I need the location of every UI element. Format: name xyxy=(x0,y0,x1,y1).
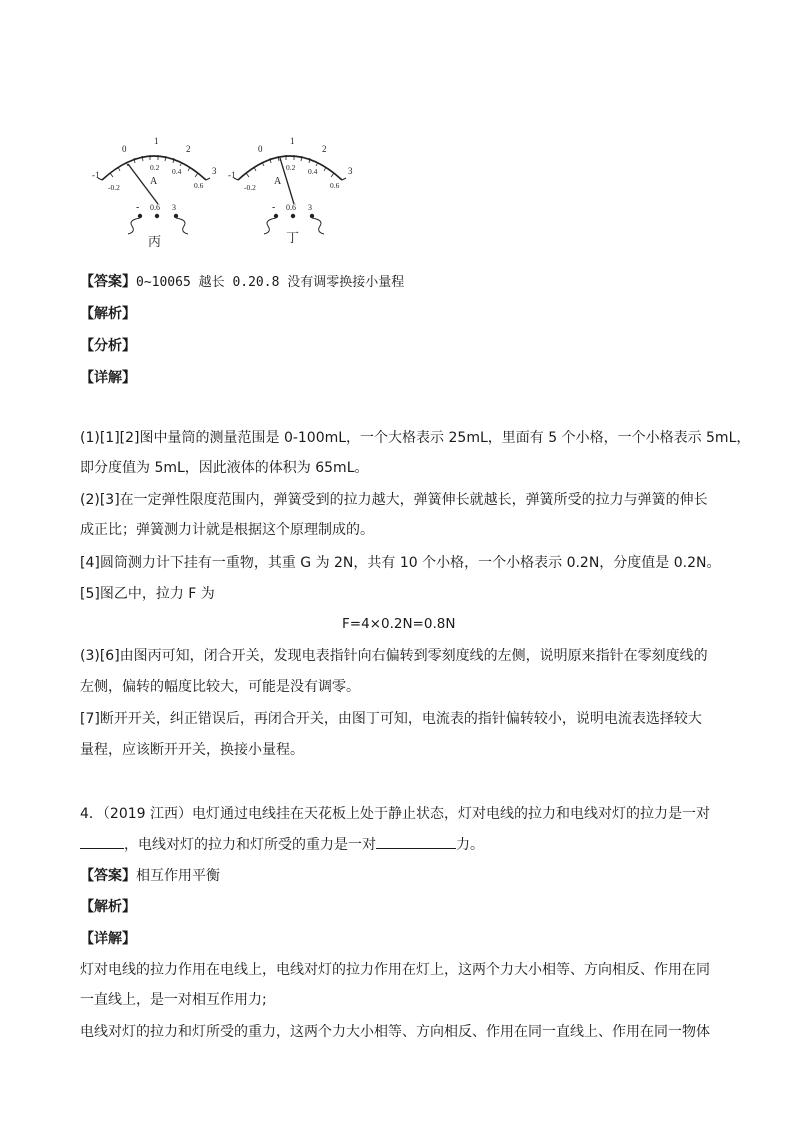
answer-label: 【答案】 xyxy=(80,868,136,884)
terminal-dot xyxy=(291,214,295,218)
formula: F=4×0.2N=0.8N xyxy=(342,616,456,632)
scale-top-label: 0 xyxy=(122,144,127,154)
stem-text: ，电线对灯的拉力和灯所受的重力是一对 xyxy=(124,837,376,853)
detail-text-line: (1)[1][2]图中量筒的测量范围是 0-100mL，一个大格表示 25mL，里面有 5 个小格，一个小格表示 5mL， xyxy=(80,430,751,446)
scale-bottom-label: 0.4 xyxy=(172,167,182,176)
question-stem: 4．（2019 江西）电灯通过电线挂在天花板上处于静止状态，灯对电线的拉力和电线对灯的拉力是一对 xyxy=(80,806,710,822)
terminal-label: - xyxy=(272,202,276,213)
terminal-label: 0.6 xyxy=(150,203,160,212)
detail-text-line: 电线对灯的拉力和灯所受的重力，这两个力大小相等、方向相反、作用在同一直线上、作用在同一物体 xyxy=(80,1024,710,1040)
terminal-dot xyxy=(174,214,178,218)
scale-top-label: 0 xyxy=(258,144,263,154)
stem-text: 力。 xyxy=(456,837,484,853)
scale-top-label: 2 xyxy=(322,144,327,154)
detail-text-line: 灯对电线的拉力作用在电线上，电线对灯的拉力作用在灯上，这两个力大小相等、方向相反、作用在同 xyxy=(80,962,710,978)
scale-top-label: 1 xyxy=(154,136,159,146)
fenxi-label: 【分析】 xyxy=(80,338,136,354)
detail-text-line: 量程，应该断开开关，换接小量程。 xyxy=(80,742,304,758)
terminal-dot xyxy=(155,214,159,218)
scale-top-label: 1 xyxy=(290,136,295,146)
terminal-dot xyxy=(274,214,278,218)
ammeter-diagram xyxy=(88,128,368,256)
detail-label: 【详解】 xyxy=(80,931,136,947)
scale-bottom-label: 0.6 xyxy=(330,181,340,190)
detail-text-line: [7]断开开关，纠正错误后，再闭合开关，由图丁可知，电流表的指针偏转较小，说明电流表选择较大 xyxy=(80,711,702,727)
detail-text-line: (2)[3]在一定弹性限度范围内，弹簧受到的拉力越大，弹簧伸长就越长，弹簧所受的拉力与弹簧的伸长 xyxy=(80,492,708,508)
terminal-label: 3 xyxy=(172,203,176,212)
ammeter-bing xyxy=(92,136,217,249)
wire xyxy=(176,218,188,234)
scale-top-label: -1 xyxy=(228,170,236,180)
detail-text-line: 左侧，偏转的幅度比较大，可能是没有调零。 xyxy=(80,679,360,695)
detail-text-line: [4]圆筒测力计下挂有一重物，其重 G 为 2N，共有 10 个小格，一个小格表示 0.2N，分度值是 0.2N。 xyxy=(80,555,721,571)
terminal-label: 3 xyxy=(308,203,312,212)
scale-bottom-label: -0.2 xyxy=(244,183,256,192)
scale-top-label: 2 xyxy=(186,144,191,154)
scale-bottom-label: 0.2 xyxy=(286,163,296,172)
detail-text-line: 即分度值为 5mL，因此液体的体积为 65mL。 xyxy=(80,460,369,476)
scale-top-label: 3 xyxy=(348,166,353,176)
terminal-label: - xyxy=(136,202,140,213)
terminal-label: 0.6 xyxy=(286,203,296,212)
answer-line xyxy=(80,272,404,293)
detail-text-line: 成正比；弹簧测力计就是根据这个原理制成的。 xyxy=(80,522,374,538)
scale-bottom-label: 0.6 xyxy=(194,181,204,190)
ammeter-ding xyxy=(228,136,353,245)
scale-bottom-label: 0.4 xyxy=(308,167,318,176)
answer-label: 【答案】 xyxy=(80,274,136,290)
answer-text: 0~10065 越长 0.20.8 没有调零换接小量程 xyxy=(136,275,405,290)
ammeter-figure xyxy=(88,128,368,256)
answer-line xyxy=(80,866,220,886)
answer-text: 相互作用平衡 xyxy=(136,868,220,884)
wire xyxy=(128,218,140,234)
unit-label: A xyxy=(150,176,158,187)
detail-label: 【详解】 xyxy=(80,370,136,386)
figure-caption: 丁 xyxy=(286,230,300,245)
analysis-label: 【解析】 xyxy=(80,306,136,322)
wire xyxy=(264,218,276,234)
wire xyxy=(312,218,324,234)
answer-blank xyxy=(80,834,124,849)
scale-bottom-label: 0.2 xyxy=(150,163,160,172)
unit-label: A xyxy=(274,176,282,187)
detail-text-line: (3)[6]由图丙可知，闭合开关，发现电表指针向右偏转到零刻度线的左侧，说明原来指针在零刻度线的 xyxy=(80,648,708,664)
scale-top-label: -1 xyxy=(92,170,100,180)
answer-blank xyxy=(376,834,456,849)
analysis-label: 【解析】 xyxy=(80,899,136,915)
figure-caption: 丙 xyxy=(148,234,162,249)
detail-text-line: 一直线上，是一对相互作用力; xyxy=(80,992,267,1008)
scale-bottom-label: -0.2 xyxy=(108,183,120,192)
terminal-dot xyxy=(138,214,142,218)
scale-top-label: 3 xyxy=(212,166,217,176)
question-stem-cont xyxy=(80,834,484,855)
terminal-dot xyxy=(310,214,314,218)
detail-text-line: [5]图乙中，拉力 F 为 xyxy=(80,586,215,602)
